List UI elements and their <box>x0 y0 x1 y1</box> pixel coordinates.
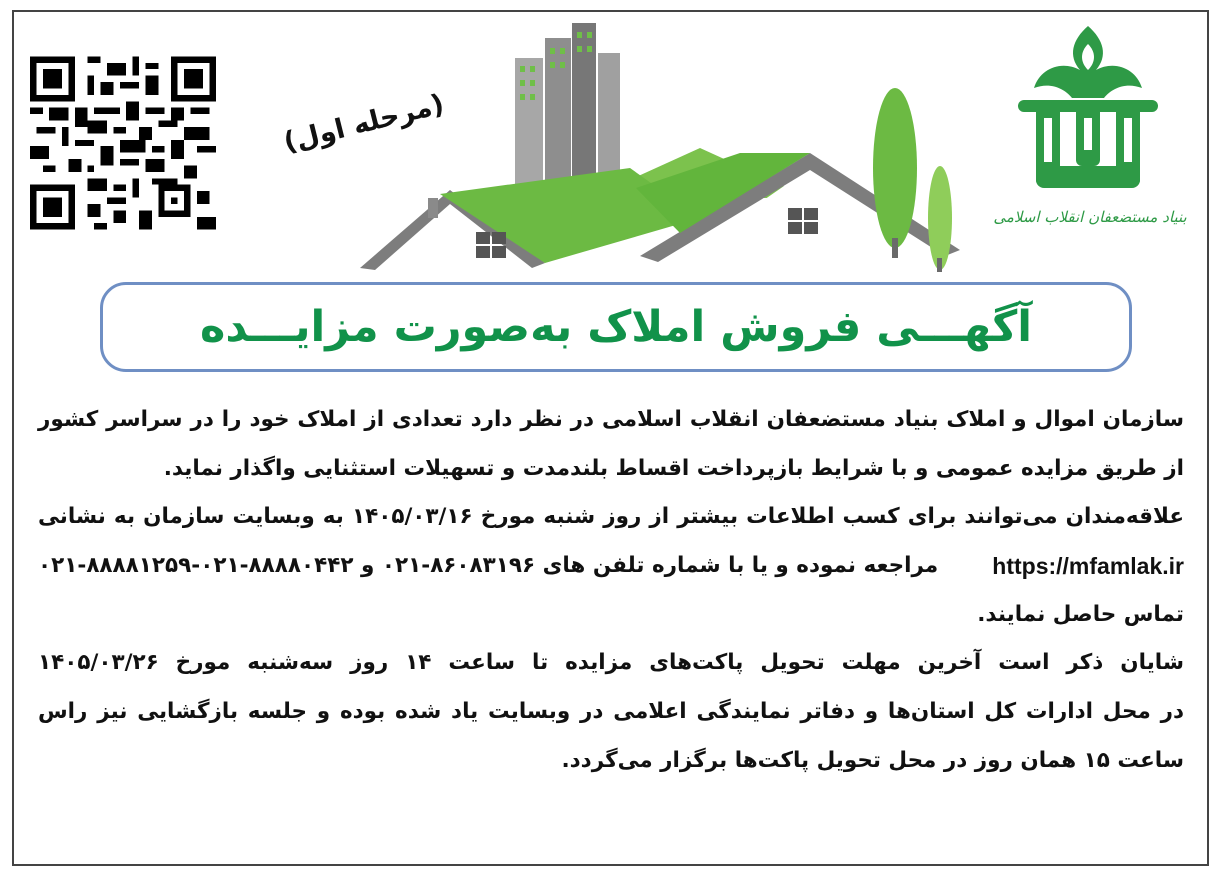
body-line: از طریق مزایده عمومی و با شرایط بازپرداخت اقساط بلندمدت و تسهیلات استثنایی واگذار نماید. <box>163 455 1184 481</box>
body-line: علاقه‌مندان می‌توانند برای کسب اطلاعات بیشتر از روز شنبه مورخ ۱۴۰۵/۰۳/۱۶ به وبسایت سازمان به نشانی <box>38 504 1185 530</box>
body-line: ساعت ۱۵ همان روز در محل تحویل پاکت‌ها برگزار می‌گردد. <box>561 747 1184 773</box>
contact-phones-text: مراجعه نموده و یا با شماره تلفن های ۸۶۰۸۳۱۹۶-۰۲۱ و ۸۸۸۸۰۴۴۲-۰۲۱-۸۸۸۸۱۲۵۹-۰۲۱ <box>38 553 939 579</box>
houses-illustration <box>340 18 1000 280</box>
title-banner <box>100 282 1132 372</box>
body-line: تماس حاصل نمایند. <box>977 601 1184 627</box>
body-line: شایان ذکر است آخرین مهلت تحویل پاکت‌های مزایده تا ساعت ۱۴ روز سه‌شنبه مورخ ۱۴۰۵/۰۳/۲۶ <box>38 650 1184 676</box>
qr-code-icon[interactable] <box>30 56 216 230</box>
announcement-title: آگهـــی فروش املاک به‌صورت مزایـــده <box>200 302 1032 352</box>
foundation-logo-icon <box>1018 26 1158 202</box>
website-link[interactable]: https://mfamlak.ir <box>992 553 1184 580</box>
stage-label: (مرحله اول) <box>280 88 448 159</box>
logo-caption: بنیاد مستضعفان انقلاب اسلامی <box>993 208 1187 226</box>
body-line: سازمان اموال و املاک بنیاد مستضعفان انقلاب اسلامی در نظر دارد تعدادی از املاک خود را در سراسر کشور <box>38 407 1184 432</box>
announcement-body <box>38 396 1184 786</box>
body-line-contact <box>38 542 1184 591</box>
body-line: در محل ادارات کل استان‌ها و دفاتر نمایندگی اعلامی در وبسایت یاد شده بوده و جلسه بازگشایی نیز راس <box>38 699 1184 725</box>
